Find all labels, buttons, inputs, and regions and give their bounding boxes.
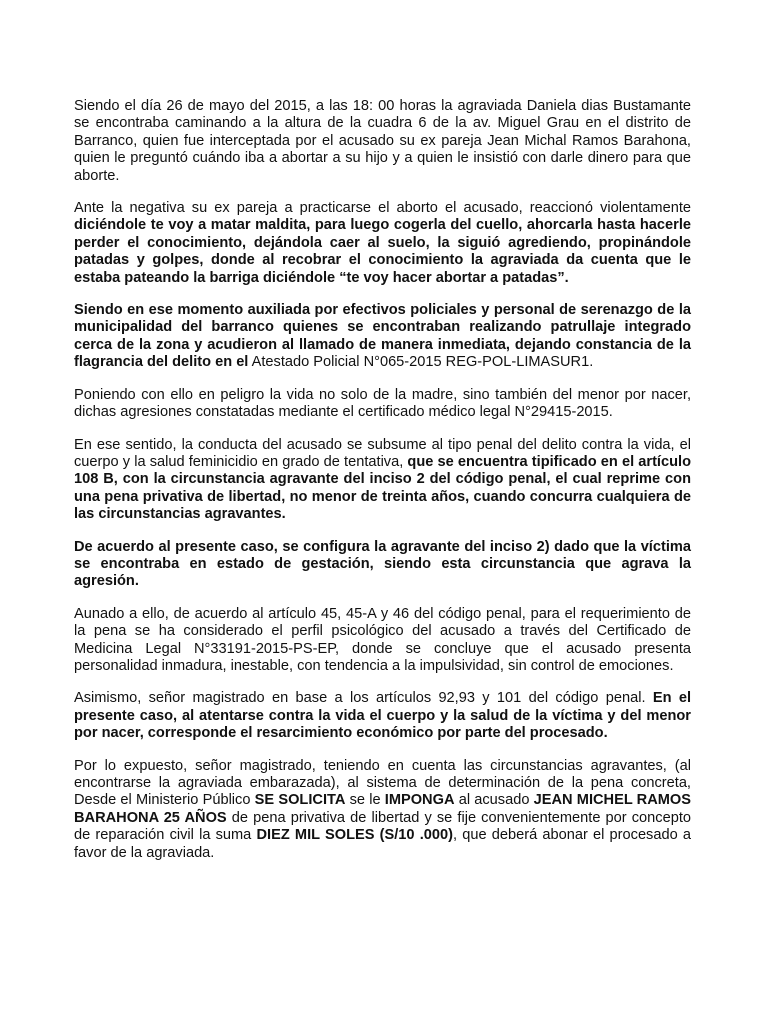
document-body xyxy=(74,98,691,877)
text-segment: al acusado xyxy=(454,792,534,809)
text-segment: Asimismo, señor magistrado en base a los artículos 92,93 y 101 del código penal. xyxy=(74,690,653,707)
paragraph xyxy=(74,302,691,372)
text-segment: diciéndole te voy a matar maldita, para luego cogerla del cuello, ahorcarla hasta hacerle perder el conocimiento, dejándola caer al suelo, la siguió agrediendo, propinándole patadas y golpes, donde al recobrar el conocimiento la agraviada da cuenta que le estaba pateando la barriga diciéndole “te voy hacer abortar a patadas”. xyxy=(74,217,691,286)
paragraph xyxy=(74,98,691,185)
text-segment: De acuerdo al presente caso, se configura la agravante del inciso 2) dado que la víctima se encontraba en estado de gestación, siendo esta circunstancia que agrava la agresión. xyxy=(74,538,691,590)
text-segment: Por lo expuesto, señor magistrado, teniendo en cuenta las circunstancias agravantes, (al encontrarse la agraviada embarazada), al sistema de determinación de la pena concreta, Desde el Ministerio Público xyxy=(74,757,691,809)
text-segment: se le xyxy=(345,792,385,809)
paragraph xyxy=(74,606,691,676)
text-segment: Poniendo con ello en peligro la vida no solo de la madre, sino también del menor por nacer, dichas agresiones constatadas mediante el certificado médico legal N°29415-2015. xyxy=(74,386,691,421)
text-segment: Aunado a ello, de acuerdo al artículo 45, 45-A y 46 del código penal, para el requerimiento de la pena se ha considerado el perfil psicológico del acusado a través del Certificado de Medicina Legal N°33191-2015-PS-EP, donde se concluye que el acusado presenta personalidad inmadura, inestable, con tendencia a la impulsividad, sin control de emociones. xyxy=(74,605,691,674)
paragraph xyxy=(74,690,691,742)
text-segment: , que deberá abonar el procesado a favor de la agraviada. xyxy=(74,827,692,861)
text-segment: Ante la negativa su ex pareja a practicarse el aborto el acusado, reaccionó violentamente xyxy=(74,200,691,217)
text-segment: que se encuentra tipificado en el artículo 108 B, con la circunstancia agravante del inciso 2 del código penal, el cual reprime con una pena privativa de libertad, no menor de treinta años, cuando concurra cualquiera de las circunstancias agravantes. xyxy=(74,453,691,523)
paragraph xyxy=(74,539,691,591)
text-segment: Siendo el día 26 de mayo del 2015, a las 18: 00 horas la agraviada Daniela dias Bustamante se encontraba caminando a la altura de la cuadra 6 de la av. Miguel Grau en el distrito de Barranco, quien fue interceptada por el acusado su ex pareja Jean Michal Ramos Barahona, quien le preguntó cuándo iba a abortar a su hijo y a quien le insistió con darle dinero para que aborte. xyxy=(74,98,691,184)
paragraph xyxy=(74,200,691,287)
text-segment: En ese sentido, la conducta del acusado se subsume al tipo penal del delito contra la vida, el cuerpo y la salud feminicidio en grado de tentativa, xyxy=(74,436,691,470)
text-segment: En el presente caso, al atentarse contra la vida el cuerpo y la salud de la víctima y del menor por nacer, corresponde el resarcimiento económico por parte del procesado. xyxy=(74,690,691,742)
text-segment: de pena privativa de libertad y se fije convenientemente por concepto de reparación civil la suma xyxy=(74,809,691,844)
paragraph xyxy=(74,758,691,862)
text-segment: Atestado Policial N°065-2015 REG-POL-LIMASUR1. xyxy=(248,354,594,371)
text-segment: IMPONGA xyxy=(384,792,455,809)
text-segment: DIEZ MIL SOLES (S/10 .000) xyxy=(256,827,453,844)
paragraph xyxy=(74,387,691,422)
text-segment: JEAN MICHEL RAMOS BARAHONA 25 AÑOS xyxy=(74,792,691,826)
text-segment: SE SOLICITA xyxy=(254,792,346,809)
paragraph xyxy=(74,437,691,524)
text-segment: Siendo en ese momento auxiliada por efectivos policiales y personal de serenazgo de la municipalidad del barranco quienes se encontraban realizando patrullaje integrado cerca de la zona y acudieron al llamado de manera inmediata, dejando constancia de la flagrancia del delito en el xyxy=(74,302,691,371)
